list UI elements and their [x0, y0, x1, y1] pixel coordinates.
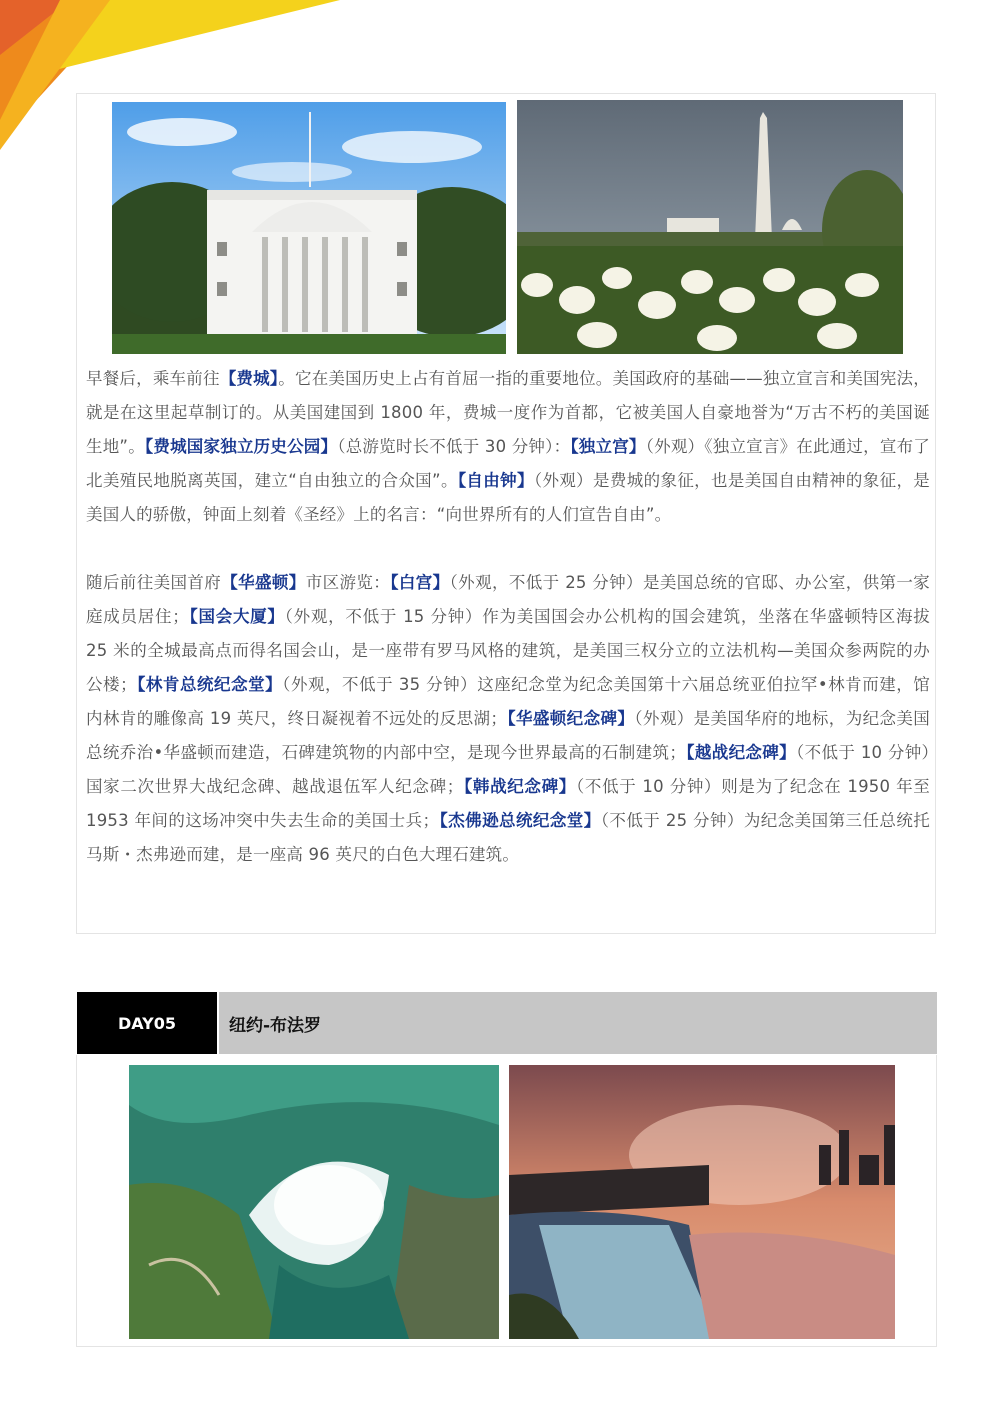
highlighted-place-name: 【费城】 — [219, 369, 279, 388]
paragraph-text: （总游览时长不低于 30 分钟）： — [337, 437, 571, 456]
philadelphia-paragraph — [86, 362, 930, 532]
day04-itinerary-text — [86, 362, 930, 872]
paragraph-text: 随后前往美国首府 — [86, 573, 222, 592]
paragraph-text: （外观）《独立宣言》在此通过，宣布了北美殖民地脱离英国，建立“自由独立的合众国”。 — [86, 437, 930, 490]
paragraph-text: （不低于 10 分钟）国家二次世界大战纪念碑、越战退伍军人纪念碑； — [86, 743, 931, 796]
day-label: DAY05 — [77, 992, 217, 1054]
niagara-falls-aerial-photo — [129, 1065, 499, 1339]
highlighted-place-name: 【费城国家独立历史公园】 — [144, 437, 338, 456]
highlighted-place-name: 【杰佛逊总统纪念堂】 — [439, 811, 601, 830]
washington-monument-photo — [517, 100, 903, 354]
paragraph-text: （外观）是费城的象征，也是美国自由精神的象征，是美国人的骄傲，钟面上刻着《圣经》上的名言：“向世界所有的人们宣告自由”。 — [86, 471, 931, 524]
paragraph-text: （外观，不低于 15 分钟）作为美国国会办公机构的国会建筑，坐落在华盛顿特区海拔 25 米的全城最高点而得名国会山，是一座带有罗马风格的建筑，是美国三权分立的立法机构—美国众参两院的办公楼； — [86, 607, 930, 694]
highlighted-place-name: 【林肯总统纪念堂】 — [136, 675, 283, 694]
highlighted-place-name: 【韩战纪念碑】 — [463, 777, 576, 796]
paragraph-text: （不低于 25 分钟）为纪念美国第三任总统托马斯・杰弗逊而建，是一座高 96 英尺的白色大理石建筑。 — [86, 811, 930, 864]
highlighted-place-name: 【自由钟】 — [457, 471, 534, 490]
paragraph-text: 。它在美国历史上占有首屈一指的重要地位。美国政府的基础——独立宣言和美国宪法，就是在这里起草制订的。从美国建国到 1800 年，费城一度作为首都，它被美国人自豪地誉为“万古不朽的美国诞生地”。 — [86, 369, 930, 456]
niagara-falls-sunset-photo — [509, 1065, 895, 1339]
paragraph-text: （不低于 10 分钟）则是为了纪念在 1950 年至 1953 年间的这场冲突中失去生命的美国士兵； — [86, 777, 931, 830]
washington-paragraph — [86, 566, 930, 872]
highlighted-place-name: 【华盛顿】 — [221, 573, 306, 592]
paragraph-text: 早餐后，乘车前往 — [86, 369, 220, 388]
paragraph-text: （外观，不低于 25 分钟）是美国总统的官邸、办公室，供第一家庭成员居住； — [86, 573, 931, 626]
highlighted-place-name: 【独立宫】 — [570, 437, 646, 456]
white-house-photo — [112, 102, 506, 354]
highlighted-place-name: 【华盛顿纪念碑】 — [507, 709, 635, 728]
highlighted-place-name: 【越战纪念碑】 — [686, 743, 797, 762]
highlighted-place-name: 【白宫】 — [390, 573, 450, 592]
paragraph-text: （外观）是美国华府的地标，为纪念美国总统乔治•华盛顿而建造，石碑建筑物的内部中空，是现今世界最高的石制建筑； — [86, 709, 930, 762]
day04-content-card — [76, 93, 936, 934]
day-route-title: 纽约-布法罗 — [219, 992, 937, 1054]
highlighted-place-name: 【国会大厦】 — [188, 607, 285, 626]
day05-header — [76, 991, 937, 1055]
paragraph-text: （外观，不低于 35 分钟）这座纪念堂为纪念美国第十六届总统亚伯拉罕•林肯而建，馆内林肯的雕像高 19 英尺，终日凝视着不远处的反思湖； — [86, 675, 930, 728]
paragraph-text: 市区游览： — [305, 573, 391, 592]
day05-content-card — [76, 1055, 937, 1347]
